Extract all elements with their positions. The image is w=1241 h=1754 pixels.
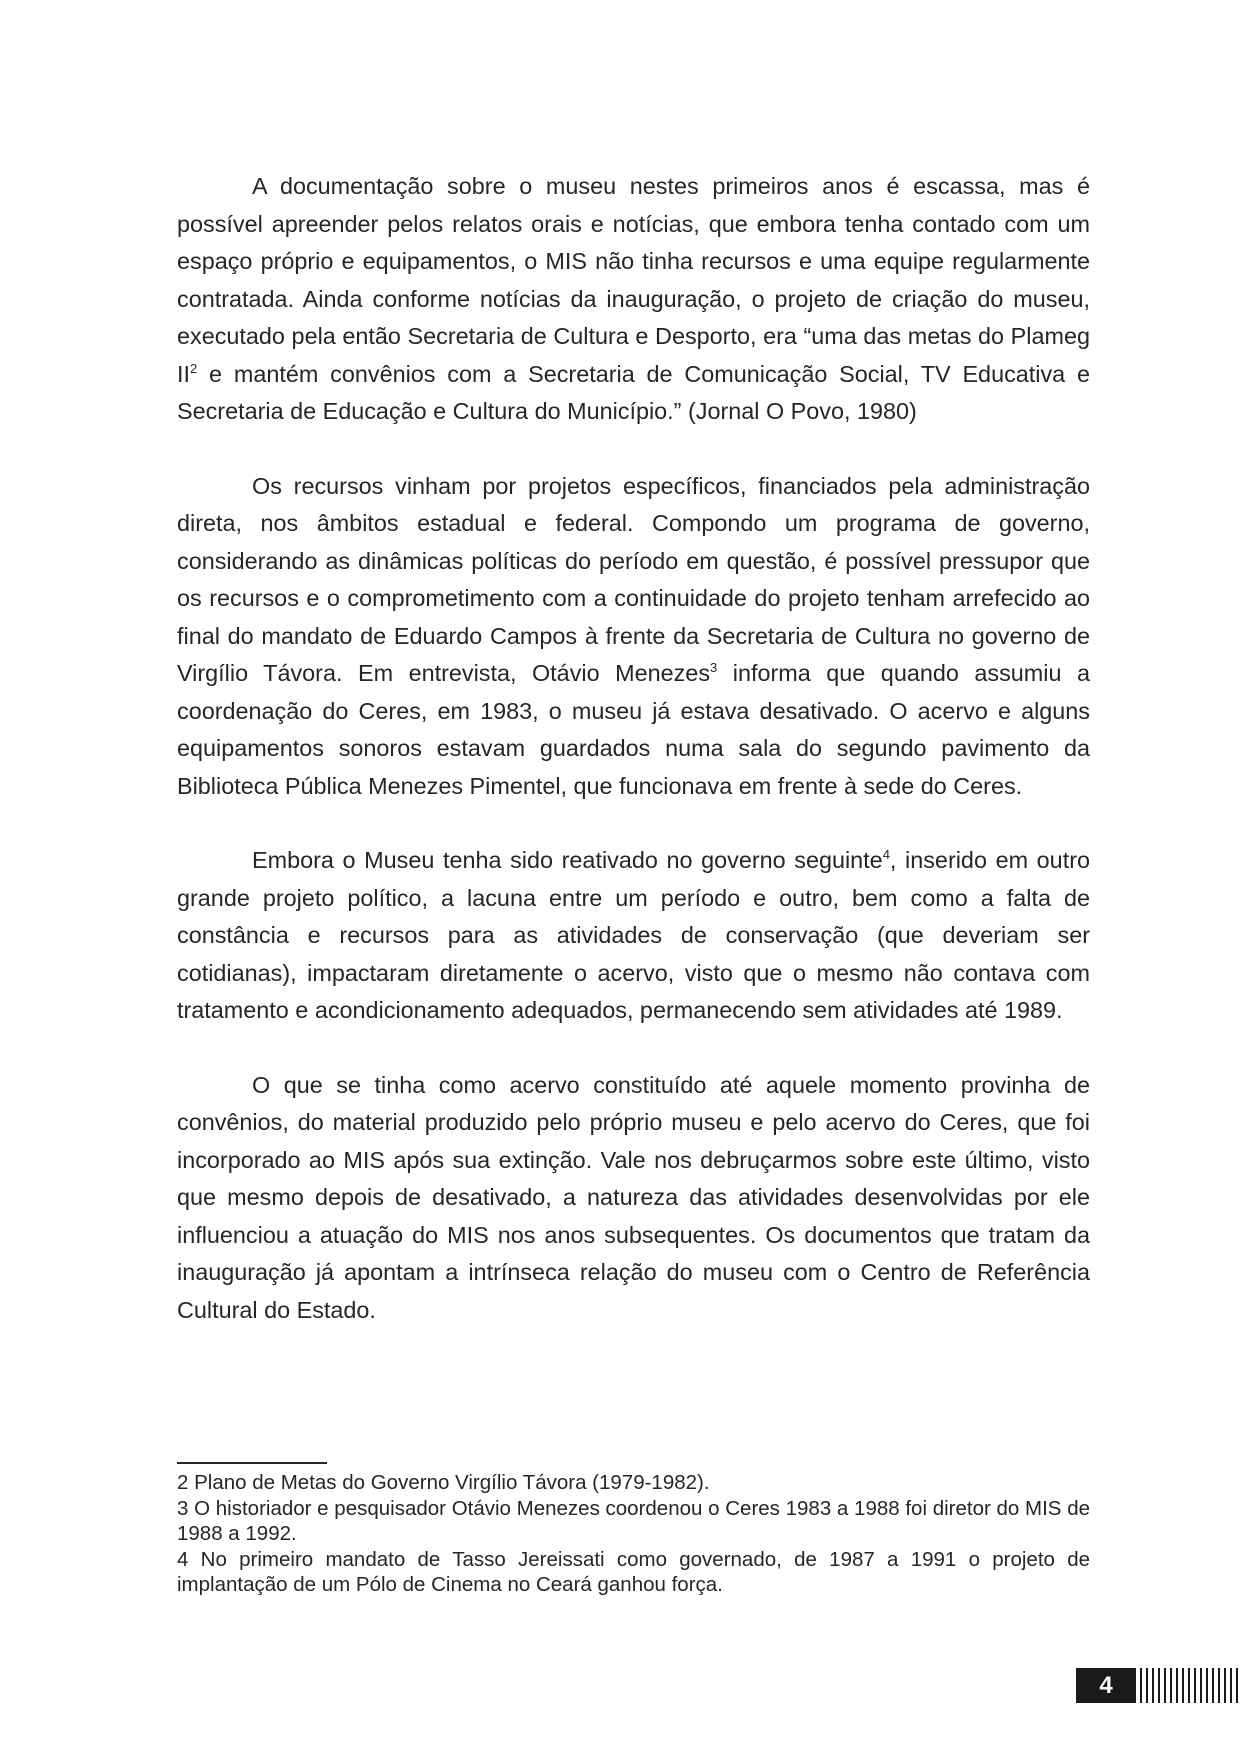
footnote-3: 3 O historiador e pesquisador Otávio Menezes coordenou o Ceres 1983 a 1988 foi diretor do MIS de 1988 a 1992. — [177, 1496, 1090, 1545]
paragraph-1: A documentação sobre o museu nestes primeiros anos é escassa, mas é possível apreender pelos relatos orais e notícias, que embora tenha contado com um espaço próprio e equipamentos, o MIS não tinha recursos e uma equipe regularmente contratada. Ainda conforme notícias da inauguração, o projeto de criação do museu, executado pela então Secretaria de Cultura e Desporto, era “uma das metas do Plameg $II^2$ e mantém convênios com a Secretaria de Comunicação Social, TV Educativa e Secretaria de Educação e Cultura do Município.” (Jornal O Povo, 1980) — [177, 173, 1090, 424]
decorative-stripes — [1140, 1668, 1241, 1703]
footnote-ref-3[interactable]: 3 — [710, 660, 718, 676]
footnote-ref-4[interactable]: 4 — [882, 847, 890, 863]
footnote-divider — [177, 1462, 327, 1464]
paragraph-4: O que se tinha como acervo constituído até aquele momento provinha de convênios, do material produzido pelo próprio museu e pelo acervo do Ceres, que foi incorporado ao MIS após sua extinção. Vale nos debruçarmos sobre este último, visto que mesmo depois de desativado, a natureza das atividades desenvolvidas por ele influenciou a atuação do MIS nos anos subsequentes. Os documentos que tratam da inauguração já apontam a intrínseca relação do museu com o Centro de Referência Cultural do Estado. — [177, 1071, 1090, 1323]
paragraph-2: Os recursos vinham por projetos específicos, financiados pela administração direta, nos âmbitos estadual e federal. Compondo um programa de governo, considerando as dinâmicas políticas do período em questão, é possível pressupor que os recursos e o comprometimento com a continuidade do projeto tenham arrefecido ao final do mandato de Eduardo Campos à frente da Secretaria de Cultura no governo de Virgílio Távora. Em entrevista, Otávio Menezes$^3$ informa que quando assumiu a coordenação do Ceres, em 1983, o museu já estava desativado. O acervo e alguns equipamentos sonoros estavam guardados numa sala do segundo pavimento da Biblioteca Pública Menezes Pimentel, que funcionava em frente à sede do Ceres. — [177, 472, 1090, 799]
footnote-2: 2 Plano de Metas do Governo Virgílio Távora (1979-1982). — [177, 1471, 710, 1494]
footnotes — [177, 1470, 1090, 1598]
footnote-4: 4 No primeiro mandato de Tasso Jereissati como governado, de 1987 a 1991 o projeto de implantação de um Pólo de Cinema no Ceará ganhou força. — [177, 1547, 1090, 1596]
paragraph-3: Embora o Museu tenha sido reativado no governo seguinte$^4$, inserido em outro grande projeto político, a lacuna entre um período e outro, bem como a falta de constância e recursos para as atividades de conservação (que deveriam ser cotidianas), impactaram diretamente o acervo, visto que o mesmo não contava com tratamento e acondicionamento adequados, permanecendo sem atividades até 1989. — [177, 847, 1090, 1023]
body-text — [177, 168, 1090, 1366]
footnote-ref-2[interactable]: 2 — [190, 360, 198, 376]
page-number: 4 — [1076, 1668, 1136, 1703]
